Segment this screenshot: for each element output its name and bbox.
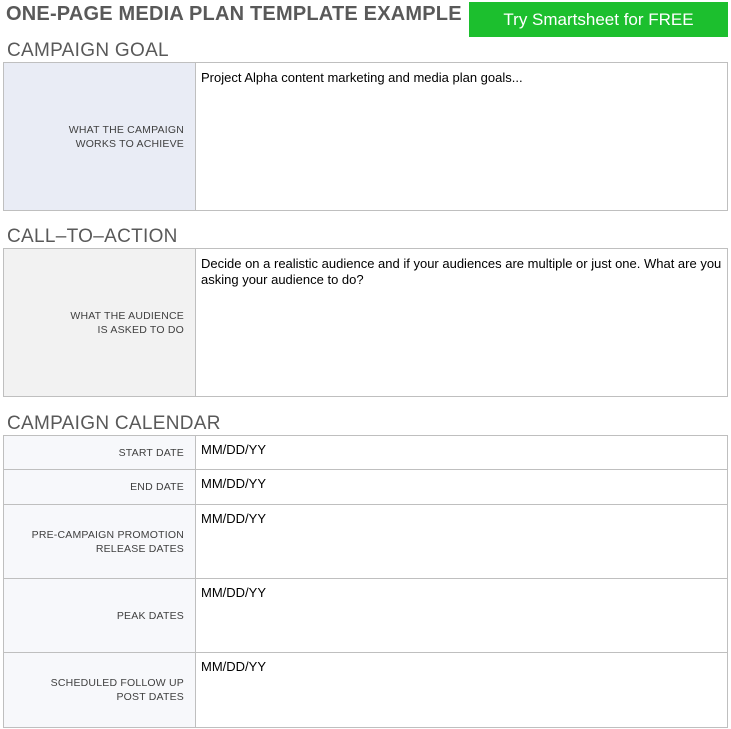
campaign-goal-label-cell <box>4 63 196 210</box>
end-date-label: END DATE <box>130 481 184 493</box>
calendar-row-pre-campaign-promotion <box>3 505 728 579</box>
campaign-goal-input[interactable]: Project Alpha content marketing and media plan goals... <box>201 70 523 85</box>
follow-up-label-cell <box>4 653 196 727</box>
end-date-label-cell <box>4 470 196 504</box>
try-smartsheet-button[interactable]: Try Smartsheet for FREE <box>469 2 728 37</box>
pre-campaign-label-cell <box>4 505 196 578</box>
pre-campaign-label: PRE-CAMPAIGN PROMOTION RELEASE DATES <box>31 528 184 555</box>
calendar-row-start-date <box>3 435 728 470</box>
campaign-goal-section <box>3 62 728 211</box>
peak-dates-input[interactable]: MM/DD/YY <box>201 585 266 600</box>
start-date-input[interactable]: MM/DD/YY <box>201 442 266 457</box>
peak-dates-label-cell <box>4 579 196 652</box>
call-to-action-label: WHAT THE AUDIENCE IS ASKED TO DO <box>70 309 184 336</box>
call-to-action-heading: CALL–TO–ACTION <box>7 226 178 247</box>
campaign-goal-label: WHAT THE CAMPAIGN WORKS TO ACHIEVE <box>68 123 184 150</box>
pre-campaign-input[interactable]: MM/DD/YY <box>201 511 266 526</box>
call-to-action-section <box>3 248 728 397</box>
campaign-calendar-table <box>3 435 728 728</box>
call-to-action-input[interactable]: Decide on a realistic audience and if your audiences are multiple or just one. What are you asking your audience to do? <box>201 256 722 287</box>
calendar-row-end-date <box>3 470 728 505</box>
start-date-label-cell <box>4 436 196 469</box>
calendar-row-follow-up <box>3 653 728 728</box>
page-title: ONE-PAGE MEDIA PLAN TEMPLATE EXAMPLE <box>6 3 462 25</box>
call-to-action-label-cell <box>4 249 196 396</box>
peak-dates-label: PEAK DATES <box>116 609 184 622</box>
campaign-goal-heading: CAMPAIGN GOAL <box>7 40 169 61</box>
follow-up-input[interactable]: MM/DD/YY <box>201 659 266 674</box>
calendar-row-peak-dates <box>3 579 728 653</box>
start-date-label: START DATE <box>118 446 184 459</box>
follow-up-label: SCHEDULED FOLLOW UP POST DATES <box>50 677 184 703</box>
end-date-input[interactable]: MM/DD/YY <box>201 476 266 491</box>
campaign-calendar-heading: CAMPAIGN CALENDAR <box>7 413 221 434</box>
